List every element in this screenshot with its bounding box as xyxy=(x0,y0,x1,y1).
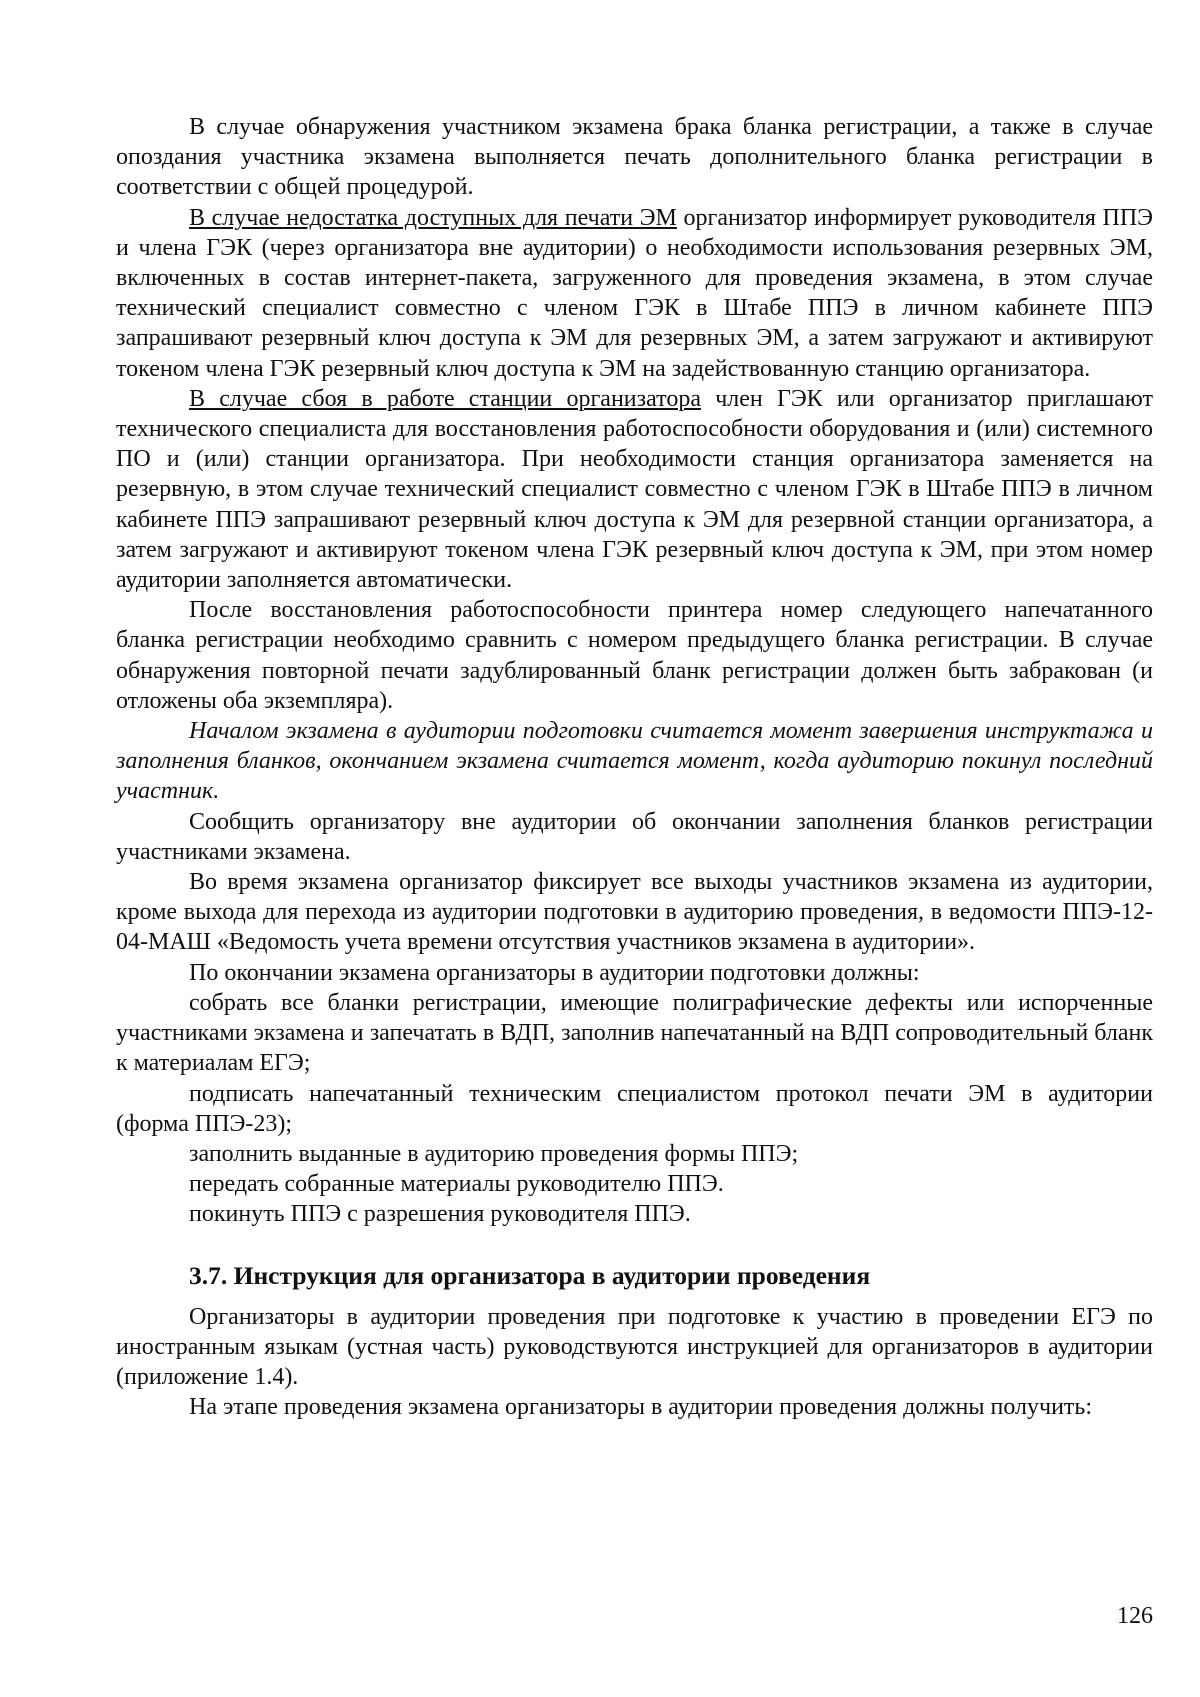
list-item: передать собранные материалы руководителю ППЭ. xyxy=(189,1171,724,1198)
section-heading: 3.7. Инструкция для организатора в аудитории проведения xyxy=(189,1260,871,1290)
paragraph-record-exits: Во время экзамена организатор фиксирует все выходы участников экзамена из аудитории, кроме выхода для перехода из аудитории подготовки в аудиторию проведения, в ведомости ППЭ-12-04-МАШ «Ведомость учета времени отсутствия участников экзамена в аудитории». xyxy=(116,869,1153,956)
list-item: собрать все бланки регистрации, имеющие полиграфические дефекты или испорченные участниками экзамена и запечатать в ВДП, заполнив напечатанный на ВДП сопроводительный бланк к материалам ЕГЭ; xyxy=(116,989,1153,1077)
paragraph-section-receive: На этапе проведения экзамена организаторы в аудитории проведения должны получить: xyxy=(189,1394,1093,1421)
paragraph-after-exam: По окончании экзамена организаторы в аудитории подготовки должны: xyxy=(189,959,920,986)
paragraph-reserve-em-text: организатор информирует руководителя ППЭ и члена ГЭК (через организатора вне аудитории) о необходимости использования резервных ЭМ, включенных в состав интернет-пакета, загруженного для проведения экзамена, в этом случае технический специалист совместно с членом ГЭК в Штабе ППЭ в личном кабинете ППЭ запрашивают резервный ключ доступа к ЭМ для резервных ЭМ, а затем загружают и активируют токеном члена ГЭК резервный ключ доступа к ЭМ на задействованную станцию организатора. xyxy=(116,204,1153,382)
list-item: подписать напечатанный техническим специалистом протокол печати ЭМ в аудитории (форма ППЭ-23); xyxy=(116,1080,1153,1137)
paragraph-notify-organizer: Сообщить организатору вне аудитории об окончании заполнения бланков регистрации участниками экзамена. xyxy=(116,808,1153,865)
paragraph-section-intro: Организаторы в аудитории проведения при подготовке к участию в проведении ЕГЭ по иностранным языкам (устная часть) руководствуются инструкцией для организаторов в аудитории (приложение 1.4). xyxy=(116,1303,1153,1390)
list-item: покинуть ППЭ с разрешения руководителя ППЭ. xyxy=(189,1201,691,1228)
paragraph-station-failure xyxy=(116,384,1153,595)
paragraph-station-failure-text: член ГЭК или организатор приглашают технического специалиста для восстановления работоспособности оборудования и (или) системного ПО и (или) станции организатора. При необходимости станция организатора заменяется на резервную, в этом случае технический специалист совместно с членом ГЭК в Штабе ППЭ в личном кабинете ППЭ запрашивают резервный ключ доступа к ЭМ для резервной станции организатора, а затем загружают и активируют токеном члена ГЭК резервный ключ доступа к ЭМ, при этом номер аудитории заполняется автоматически. xyxy=(116,385,1154,594)
paragraph-exam-start-italic: Началом экзамена в аудитории подготовки считается момент завершения инструктажа и заполнения бланков, окончанием экзамена считается момент, когда аудиторию покинул последний участник. xyxy=(116,718,1153,805)
paragraph-blank-defect: В случае обнаружения участником экзамена брака бланка регистрации, а также в случае опоздания участника экзамена выполняется печать дополнительного бланка регистрации в соответствии с общей процедурой. xyxy=(116,114,1153,201)
list-item: заполнить выданные в аудиторию проведения формы ППЭ; xyxy=(189,1140,799,1167)
paragraph-printer-restore: После восстановления работоспособности принтера номер следующего напечатанного бланка регистрации необходимо сравнить с номером предыдущего бланка регистрации. В случае обнаружения повторной печати задублированный бланк регистрации должен быть забракован (и отложены оба экземпляра). xyxy=(116,597,1153,714)
underlined-lead-station-failure: В случае сбоя в работе станции организатора xyxy=(189,385,701,412)
underlined-lead-reserve-em: В случае недостатка доступных для печати ЭМ xyxy=(189,204,677,231)
page-number: 126 xyxy=(1117,1603,1153,1629)
document-page xyxy=(116,112,1153,1422)
paragraph-reserve-em xyxy=(116,203,1153,384)
